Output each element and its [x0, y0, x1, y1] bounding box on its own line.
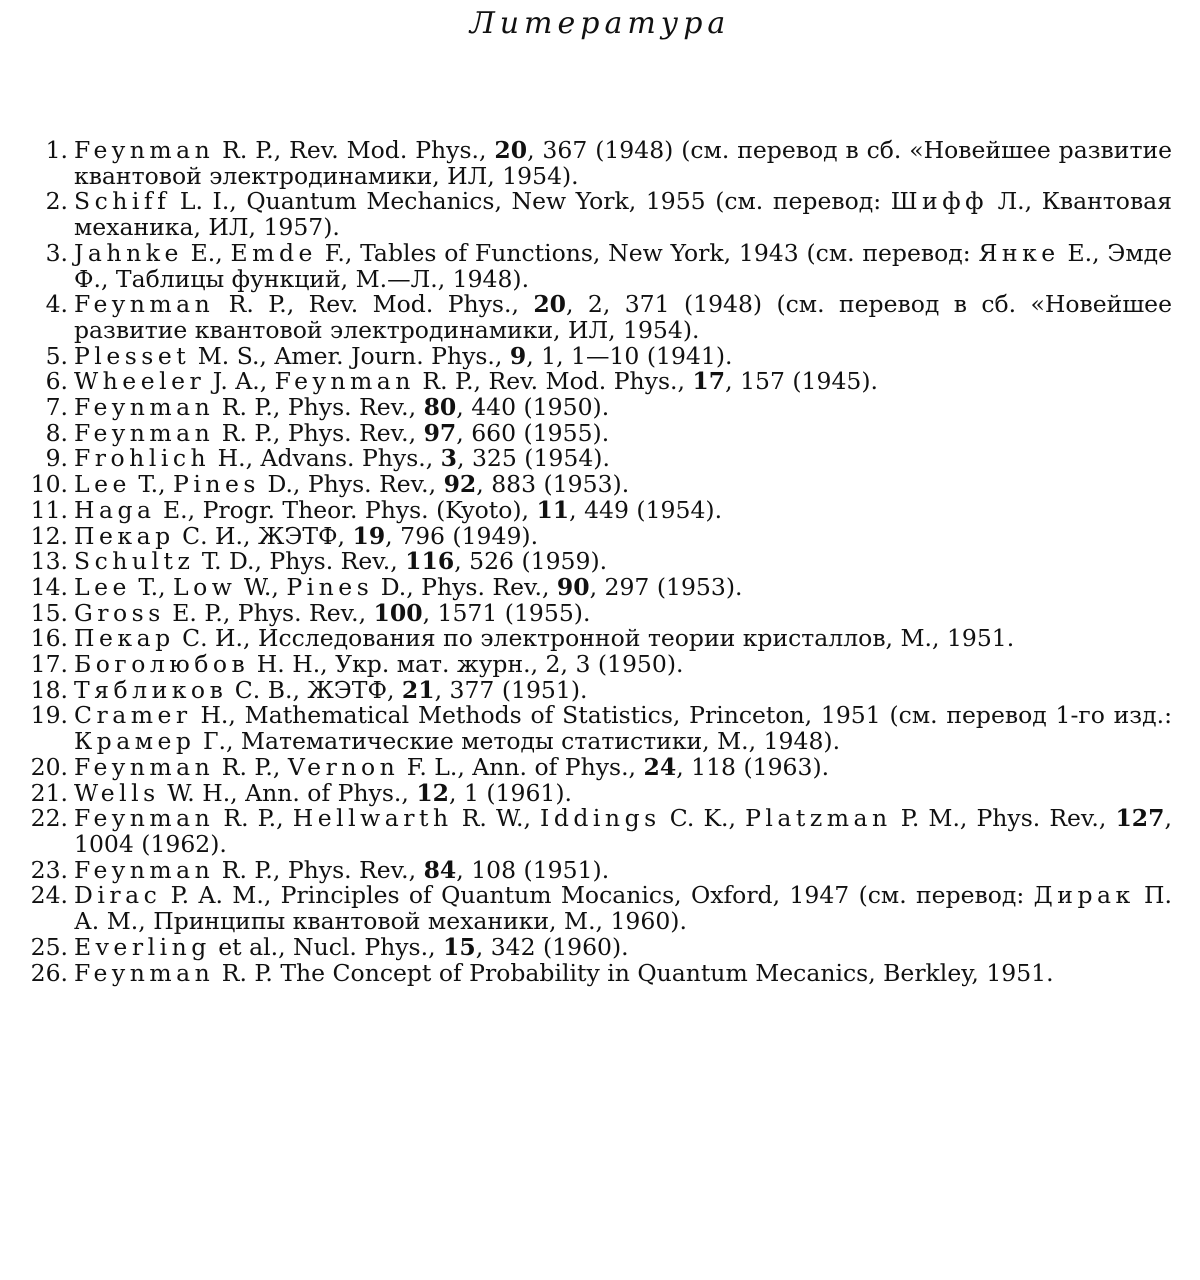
reference-author: Feynman	[74, 418, 215, 447]
reference-text	[74, 958, 1172, 987]
reference-segment: L. I., Quantum Mechanics, New York, 1955 (см. перевод:	[170, 187, 891, 216]
reference-number: 9.	[45, 444, 68, 473]
reference-author: Low	[173, 572, 237, 601]
reference-author: Feynman	[74, 958, 215, 987]
reference-author: Шифф	[890, 187, 988, 216]
reference-segment: et al., Nucl. Phys.,	[210, 932, 444, 961]
reference-text	[74, 418, 1172, 447]
reference-segment: С. И., ЖЭТФ,	[174, 521, 353, 550]
reference-volume: 20	[533, 290, 567, 319]
reference-number: 3.	[45, 238, 68, 267]
reference-segment: R. W.,	[452, 804, 541, 833]
reference-segment: , 342 (1960).	[475, 932, 629, 961]
reference-item	[10, 395, 1172, 421]
reference-author: Dirac	[74, 881, 162, 910]
reference-volume: 20	[494, 136, 528, 164]
reference-author: Gross	[74, 598, 165, 627]
reference-text	[74, 652, 1172, 678]
reference-volume: 84	[423, 855, 457, 884]
reference-item	[10, 369, 1172, 395]
reference-segment: R. P., Rev. Mod. Phys.,	[414, 367, 693, 396]
reference-segment: R. P.,	[214, 804, 293, 833]
reference-volume: 90	[556, 572, 590, 601]
reference-text	[74, 752, 1172, 781]
reference-segment: С. И., Исследования по электронной теории кристаллов, М., 1951.	[174, 624, 1015, 653]
reference-segment: E. P., Phys. Rev.,	[164, 598, 374, 627]
reference-segment: , 440 (1950).	[456, 393, 610, 422]
reference-segment: , 325 (1954).	[457, 444, 610, 473]
reference-author: Пекар	[74, 521, 175, 550]
reference-author: Feynman	[74, 290, 215, 319]
reference-author: Пекар	[74, 624, 175, 653]
reference-item	[10, 572, 1172, 601]
reference-author: Emde	[230, 238, 317, 267]
reference-text	[74, 626, 1172, 652]
reference-volume: 100	[373, 598, 423, 627]
reference-item	[10, 932, 1172, 961]
reference-text	[74, 572, 1172, 601]
reference-segment: C. K.,	[660, 804, 746, 833]
reference-text	[74, 138, 1172, 189]
reference-number: 14.	[30, 572, 68, 601]
reference-segment: W. H., Ann. of Phys.,	[159, 778, 417, 807]
reference-segment: W.,	[236, 572, 287, 601]
reference-number: 17.	[30, 650, 68, 679]
reference-author: Wheeler	[74, 367, 206, 396]
reference-item	[10, 418, 1172, 447]
reference-number: 21.	[30, 778, 68, 807]
reference-segment: , 883 (1953).	[476, 470, 630, 499]
reference-author: Everling	[74, 932, 211, 961]
reference-volume: 12	[416, 778, 450, 807]
reference-segment: Е., Эмде Ф., Таблицы функций, М.—Л., 1948).	[74, 238, 1172, 293]
reference-text	[74, 395, 1172, 421]
reference-text	[74, 855, 1172, 884]
reference-number: 19.	[30, 701, 68, 730]
reference-text	[74, 932, 1172, 961]
reference-text	[74, 549, 1172, 575]
reference-segment: R. P. The Concept of Probability in Quantum Mecanics, Berkley, 1951.	[214, 958, 1054, 987]
reference-segment: П. А. М., Принципы квантовой механики, М., 1960).	[74, 881, 1173, 936]
reference-volume: 9	[509, 341, 527, 370]
reference-volume: 11	[536, 495, 570, 524]
reference-text	[74, 883, 1172, 934]
reference-author: Feynman	[74, 136, 215, 164]
reference-segment: , 449 (1954).	[569, 495, 723, 524]
reference-item	[10, 752, 1172, 781]
reference-item	[10, 703, 1172, 754]
reference-segment: , 377 (1951).	[434, 675, 588, 704]
reference-author: Lee	[74, 572, 131, 601]
reference-author: Hellwarth	[292, 804, 453, 833]
reference-text	[74, 341, 1172, 370]
reference-segment: E.,	[182, 238, 231, 267]
reference-volume: 3	[440, 444, 458, 473]
reference-author: Дирак	[1033, 881, 1135, 910]
reference-author: Тябликов	[74, 675, 228, 704]
reference-number: 23.	[30, 855, 68, 884]
reference-segment: R. P., Rev. Mod. Phys.,	[214, 290, 534, 319]
reference-author: Iddings	[540, 804, 661, 833]
reference-text	[74, 703, 1172, 754]
reference-number: 26.	[30, 958, 68, 987]
reference-item	[10, 675, 1172, 704]
reference-item	[10, 189, 1172, 240]
reference-volume: 80	[423, 393, 457, 422]
reference-author: Schultz	[74, 547, 195, 576]
reference-item	[10, 446, 1172, 472]
reference-segment: , 297 (1953).	[589, 572, 743, 601]
reference-item	[10, 883, 1172, 934]
reference-number: 22.	[30, 804, 68, 833]
reference-text	[74, 189, 1172, 240]
reference-author: Vernon	[287, 752, 400, 781]
reference-item	[10, 521, 1172, 550]
reference-volume: 15	[443, 932, 476, 961]
reference-segment: R. P.,	[214, 752, 288, 781]
reference-number: 12.	[30, 521, 68, 550]
reference-author: Frohlich	[74, 444, 211, 473]
reference-number: 5.	[45, 341, 68, 370]
reference-author: Lee	[74, 470, 131, 499]
reference-number: 20.	[30, 752, 68, 781]
reference-author: Крамер	[74, 727, 196, 756]
reference-text	[74, 598, 1172, 627]
reference-segment: , 367 (1948) (см. перевод в сб. «Новейшее развитие квантовой электродинамики, ИЛ, 1954).	[74, 136, 1173, 190]
reference-author: Feynman	[274, 367, 415, 396]
reference-volume: 92	[443, 470, 477, 499]
reference-segment: , 157 (1945).	[725, 367, 879, 396]
reference-author: Feynman	[74, 855, 215, 884]
reference-text	[74, 806, 1172, 857]
reference-segment: , 796 (1949).	[385, 521, 539, 550]
reference-item	[10, 238, 1172, 293]
reference-volume: 24	[643, 752, 677, 781]
reference-number: 24.	[30, 881, 68, 910]
reference-text	[74, 675, 1172, 704]
reference-segment: T.,	[130, 470, 174, 499]
reference-segment: D., Phys. Rev.,	[373, 572, 557, 601]
reference-segment: J. A.,	[205, 367, 275, 396]
reference-text	[74, 292, 1172, 343]
reference-author: Pines	[286, 572, 374, 601]
reference-segment: P. M., Phys. Rev.,	[891, 804, 1116, 833]
reference-item	[10, 549, 1172, 575]
reference-author: Янке	[978, 238, 1060, 267]
reference-item	[10, 806, 1172, 857]
reference-segment: R. P., Rev. Mod. Phys.,	[214, 136, 495, 164]
reference-author: Jahnke	[74, 238, 183, 267]
reference-segment: D., Phys. Rev.,	[259, 470, 444, 499]
reference-text	[74, 238, 1172, 293]
reference-number: 11.	[30, 495, 68, 524]
reference-text	[74, 521, 1172, 550]
reference-number: 6.	[45, 367, 68, 396]
reference-segment: , 1, 1—10 (1941).	[526, 341, 733, 370]
reference-text	[74, 446, 1172, 472]
reference-author: Feynman	[74, 393, 215, 422]
reference-author: Feynman	[74, 752, 215, 781]
reference-segment: M. S., Amer. Journ. Phys.,	[190, 341, 510, 370]
reference-segment: R. P., Phys. Rev.,	[214, 418, 424, 447]
reference-author: Cramer	[74, 701, 192, 730]
reference-item	[10, 652, 1172, 678]
reference-number: 2.	[45, 187, 68, 216]
reference-number: 10.	[30, 470, 68, 499]
reference-text	[74, 778, 1172, 807]
reference-number: 25.	[30, 932, 68, 961]
reference-author: Боголюбов	[74, 650, 250, 679]
reference-text	[74, 495, 1172, 524]
reference-item	[10, 958, 1172, 987]
reference-segment: E., Progr. Theor. Phys. (Kyoto),	[155, 495, 537, 524]
reference-segment: , 526 (1959).	[454, 547, 608, 576]
reference-item	[10, 855, 1172, 884]
reference-number: 4.	[45, 290, 68, 319]
reference-list	[10, 138, 1172, 986]
reference-segment: P. A. M., Principles of Quantum Mocanics, Oxford, 1947 (см. перевод:	[161, 881, 1034, 910]
reference-volume: 19	[352, 521, 386, 550]
reference-segment: , 118 (1963).	[676, 752, 830, 781]
reference-volume: 21	[401, 675, 435, 704]
reference-segment: R. P., Phys. Rev.,	[214, 393, 424, 422]
reference-volume: 127	[1115, 804, 1165, 833]
reference-number: 18.	[30, 675, 68, 704]
reference-author: Pines	[173, 470, 260, 499]
reference-segment: F. L., Ann. of Phys.,	[399, 752, 644, 781]
reference-author: Wells	[74, 778, 160, 807]
reference-volume: 17	[692, 367, 726, 396]
reference-segment: H., Advans. Phys.,	[210, 444, 441, 473]
reference-segment: С. В., ЖЭТФ,	[227, 675, 402, 704]
reference-segment: , 660 (1955).	[456, 418, 610, 447]
reference-number: 16.	[30, 624, 68, 653]
reference-segment: , 1571 (1955).	[422, 598, 591, 627]
reference-author: Haga	[74, 495, 156, 524]
reference-item	[10, 138, 1172, 189]
reference-number: 7.	[45, 393, 68, 422]
reference-volume: 116	[405, 547, 455, 576]
reference-author: Plesset	[74, 341, 191, 370]
reference-number: 1.	[45, 136, 68, 164]
reference-segment: , 1004 (1962).	[74, 804, 1172, 858]
reference-item	[10, 626, 1172, 652]
reference-segment: T.,	[130, 572, 174, 601]
reference-author: Platzman	[745, 804, 892, 833]
reference-author: Schiff	[74, 187, 171, 216]
reference-author: Feynman	[74, 804, 215, 833]
reference-segment: Л., Квантовая механика, ИЛ, 1957).	[74, 187, 1173, 242]
reference-item	[10, 341, 1172, 370]
reference-segment: , 108 (1951).	[456, 855, 610, 884]
reference-number: 13.	[30, 547, 68, 576]
reference-item	[10, 495, 1172, 524]
reference-item	[10, 778, 1172, 807]
reference-number: 15.	[30, 598, 68, 627]
reference-segment: H., Mathematical Methods of Statistics, Princeton, 1951 (см. перевод 1-го изд.:	[191, 701, 1172, 730]
reference-segment: R. P., Phys. Rev.,	[214, 855, 424, 884]
reference-segment: Н. Н., Укр. мат. журн., 2, 3 (1950).	[249, 650, 684, 679]
page-title: Литература	[469, 6, 731, 41]
reference-segment: , 1 (1961).	[449, 778, 572, 807]
reference-number: 8.	[45, 418, 68, 447]
reference-segment: Г., Математические методы статистики, М., 1948).	[195, 727, 841, 756]
reference-item	[10, 472, 1172, 498]
reference-volume: 97	[423, 418, 457, 447]
reference-item	[10, 598, 1172, 627]
reference-text	[74, 472, 1172, 498]
reference-item	[10, 292, 1172, 343]
reference-segment: T. D., Phys. Rev.,	[194, 547, 406, 576]
reference-text	[74, 369, 1172, 395]
reference-segment: F., Tables of Functions, New York, 1943 (см. перевод:	[316, 238, 979, 267]
reference-segment: , 2, 371 (1948) (см. перевод в сб. «Новейшее развитие квантовой электродинамики, ИЛ, 1954).	[74, 290, 1172, 344]
